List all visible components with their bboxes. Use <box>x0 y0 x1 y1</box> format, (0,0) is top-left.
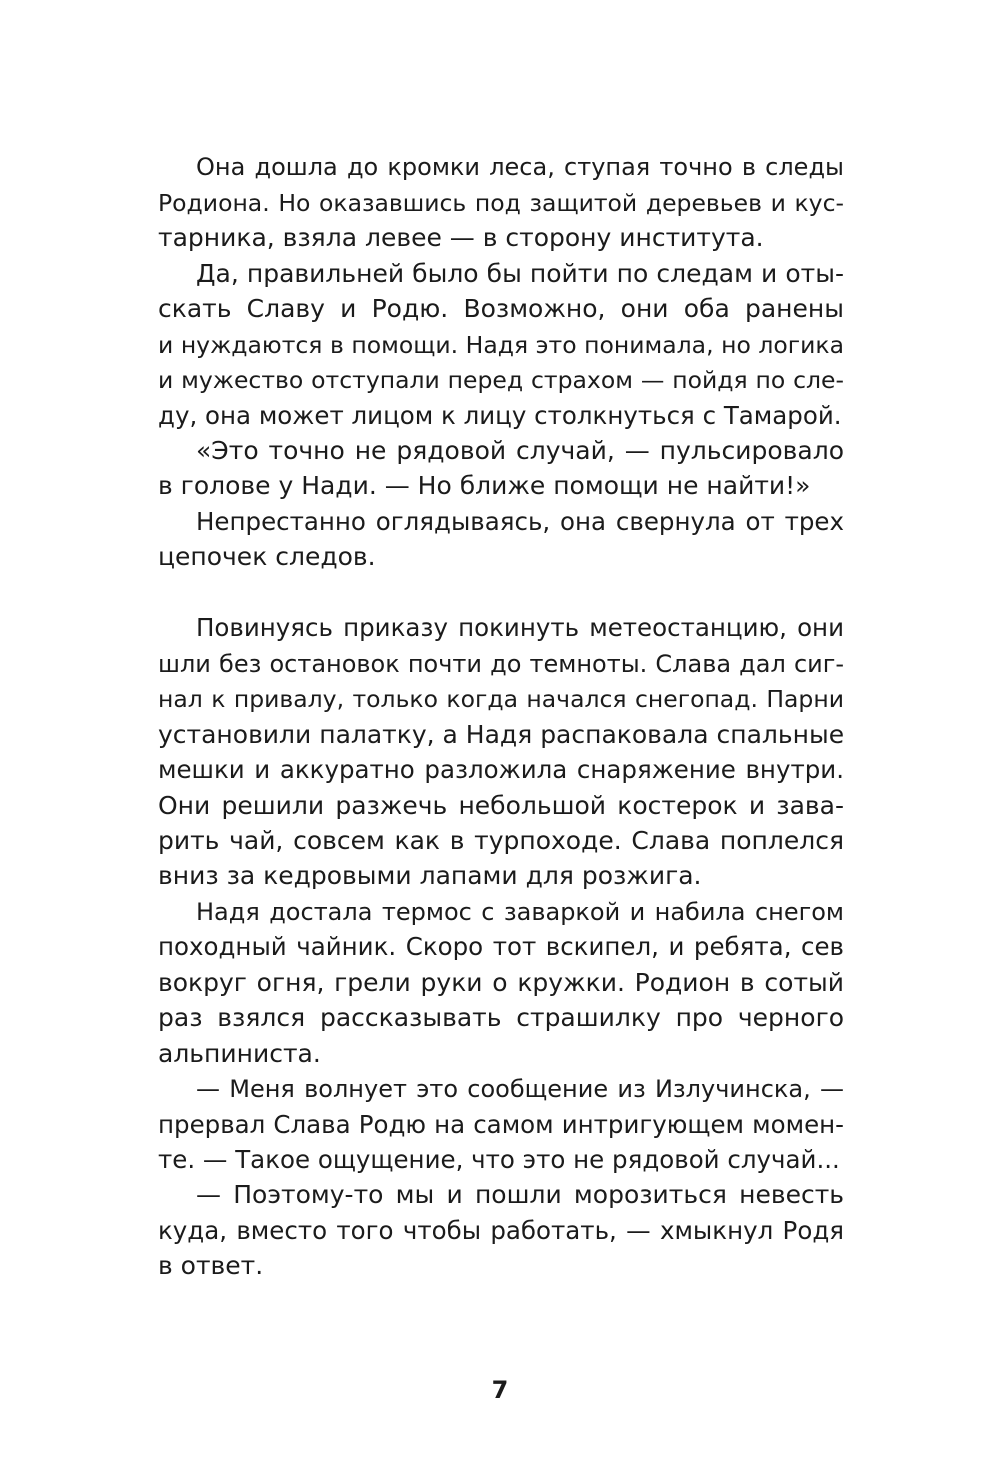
text-line: рить чай, совсем как в турпоходе. Слава поплелся <box>158 826 844 855</box>
text-line: прервал Слава Родю на самом интригующем момен- <box>158 1110 844 1139</box>
text-line: Да, правильней было бы пойти по следам и оты- <box>196 259 844 288</box>
text-line: вниз за кедровыми лапами для розжига. <box>158 861 702 890</box>
text-line: и мужество отступали перед страхом — пойдя по сле- <box>158 366 844 394</box>
text-line: Родиона. Но оказавшись под защитой деревьев и кус- <box>158 189 844 217</box>
text-line: альпиниста. <box>158 1039 321 1068</box>
text-line: Надя достала термос с заваркой и набила снегом <box>196 898 844 926</box>
page-number: 7 <box>491 1376 509 1404</box>
text-line: тарника, взяла левее — в сторону института. <box>158 223 764 252</box>
text-line: в ответ. <box>158 1251 264 1280</box>
text-line: Она дошла до кромки леса, ступая точно в следы <box>196 153 844 181</box>
text-line: куда, вместо того чтобы работать, — хмыкнул Родя <box>158 1216 844 1245</box>
text-line: нал к привалу, только когда начался снегопад. Парни <box>158 685 844 713</box>
text-line: шли без остановок почти до темноты. Слава дал сиг- <box>158 650 844 678</box>
text-line: раз взялся рассказывать страшилку про черного <box>158 1003 844 1032</box>
text-line: и нуждаются в помощи. Надя это понимала, но логика <box>158 331 844 359</box>
text-line: Они решили разжечь небольшой костерок и зава- <box>158 791 844 820</box>
text-line: мешки и аккуратно разложила снаряжение внутри. <box>158 755 844 784</box>
text-line: — Поэтому-то мы и пошли морозиться невесть <box>196 1180 844 1209</box>
text-line: цепочек следов. <box>158 542 376 571</box>
text-line: Непрестанно оглядываясь, она свернула от трех <box>196 507 844 536</box>
text-line: походный чайник. Скоро тот вскипел, и ребята, сев <box>158 932 844 961</box>
text-line: вокруг огня, грели руки о кружки. Родион в сотый <box>158 968 844 997</box>
text-line: установили палатку, а Надя распаковала спальные <box>158 720 845 749</box>
text-line: ду, она может лицом к лицу столкнуться с Тамарой. <box>158 401 842 430</box>
text-line: «Это точно не рядовой случай, — пульсировало <box>196 436 844 465</box>
text-line: в голове у Нади. — Но ближе помощи не найти!» <box>158 471 811 500</box>
text-line: — Меня волнует это сообщение из Излучинска, — <box>196 1075 844 1103</box>
text-line: скать Славу и Родю. Возможно, они оба ранены <box>158 294 844 323</box>
text-line: те. — Такое ощущение, что это не рядовой случай... <box>158 1145 840 1174</box>
text-line: Повинуясь приказу покинуть метеостанцию, они <box>196 613 844 642</box>
